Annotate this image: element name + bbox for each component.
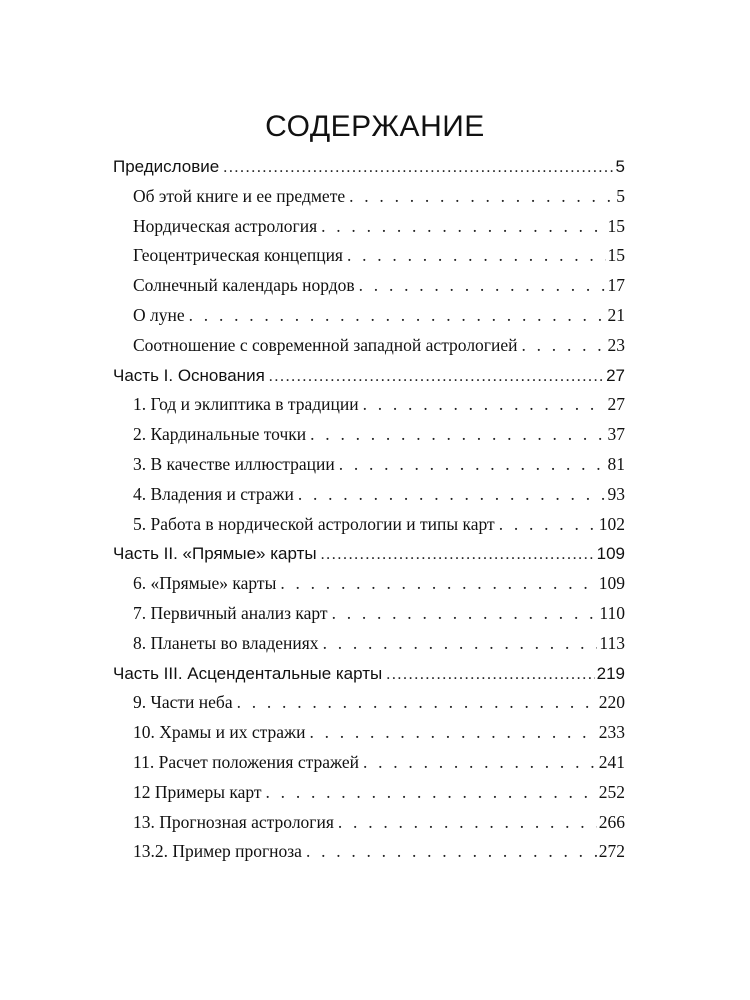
dot-leader — [321, 212, 605, 242]
dot-leader — [266, 778, 597, 808]
toc-entry-title: Нордическая астрология — [133, 215, 318, 236]
toc-entry — [113, 808, 625, 838]
dot-leader — [522, 331, 606, 361]
dot-leader — [332, 599, 598, 629]
toc-entry — [113, 450, 625, 480]
toc-entry-title: Часть III. Асцендентальные карты — [113, 663, 383, 683]
toc-entry-page-number: 27 — [607, 394, 625, 415]
toc-entry-page-number: 241 — [598, 751, 625, 772]
toc-entry-title: 3. В качестве иллюстрации — [133, 453, 335, 474]
toc-entry — [113, 599, 625, 629]
toc-entry — [113, 748, 625, 778]
toc-entry-title: 13. Прогнозная астрология — [133, 811, 334, 832]
toc-entry — [113, 480, 625, 510]
dot-leader — [298, 480, 606, 510]
toc-entry-page-number: 23 — [607, 334, 625, 355]
toc-entry-page-number: 109 — [596, 544, 625, 564]
toc-entry — [113, 837, 625, 867]
dot-leader — [499, 510, 597, 540]
dot-leader — [338, 808, 597, 838]
dot-leader — [359, 271, 606, 301]
dot-leader — [280, 569, 596, 599]
dot-leader — [223, 153, 613, 182]
toc-entry-title: О луне — [133, 304, 185, 325]
dot-leader — [363, 390, 606, 420]
toc-entry-title: Часть I. Основания — [113, 365, 265, 385]
page-title: СОДЕРЖАНИЕ — [265, 110, 485, 143]
toc-entry-title: Соотношение с современной западной астрологией — [133, 334, 518, 355]
dot-leader — [306, 837, 597, 867]
toc-entry — [113, 271, 625, 301]
toc-entry — [113, 241, 625, 271]
toc-entry-page-number: 102 — [598, 513, 625, 534]
toc-entry-page-number: 110 — [599, 602, 625, 623]
toc-entry-page-number: 266 — [598, 811, 625, 832]
toc-entry-page-number: 37 — [607, 424, 625, 445]
dot-leader — [339, 450, 606, 480]
toc-section-entry — [113, 361, 625, 391]
dot-leader — [323, 629, 598, 659]
toc-entry-title: 10. Храмы и их стражи — [133, 722, 306, 743]
toc-entry-page-number: 252 — [598, 781, 625, 802]
toc-entry-page-number: 220 — [598, 692, 625, 713]
toc-entry-page-number: 15 — [607, 245, 625, 266]
toc-section-entry — [113, 659, 625, 689]
toc-entry-page-number: 109 — [598, 573, 625, 594]
toc-entry-title: Часть II. «Прямые» карты — [113, 544, 317, 564]
toc-entry — [113, 510, 625, 540]
toc-entry-page-number: 233 — [598, 722, 625, 743]
toc-entry-title: 8. Планеты во владениях — [133, 632, 319, 653]
toc-entry — [113, 778, 625, 808]
toc-entry — [113, 718, 625, 748]
toc-entry — [113, 301, 625, 331]
toc-entry-title: 5. Работа в нордической астрологии и типы карт — [133, 513, 495, 534]
toc-section-entry — [113, 152, 625, 182]
toc-entry-page-number: 272 — [598, 841, 625, 862]
toc-entry-title: 4. Владения и стражи — [133, 483, 294, 504]
toc-entry-page-number: 21 — [607, 304, 625, 325]
toc-entry-title: 12 Примеры карт — [133, 781, 262, 802]
toc-entry — [113, 212, 625, 242]
dot-leader — [347, 241, 606, 271]
dot-leader — [310, 420, 605, 450]
dot-leader — [309, 718, 596, 748]
toc-entry-page-number: 219 — [596, 663, 625, 683]
toc-entry-title: 9. Части неба — [133, 692, 233, 713]
toc-entry-title: 1. Год и эклиптика в традиции — [133, 394, 359, 415]
toc-entry-page-number: 113 — [599, 632, 625, 653]
dot-leader — [349, 182, 614, 212]
toc-entry-title: 11. Расчет положения стражей — [133, 751, 359, 772]
toc-entry — [113, 390, 625, 420]
toc-entry — [113, 182, 625, 212]
toc-entry-title: Предисловие — [113, 157, 220, 176]
toc-section-entry — [113, 539, 625, 569]
toc-entry-title: 7. Первичный анализ карт — [133, 602, 328, 623]
toc-entry-title: Геоцентрическая концепция — [133, 245, 343, 266]
toc-entry — [113, 688, 625, 718]
dot-leader — [269, 362, 604, 391]
toc-entry-title: 13.2. Пример прогноза — [133, 841, 302, 862]
toc-entry-title: Об этой книге и ее предмете — [133, 185, 346, 206]
dot-leader — [321, 540, 595, 569]
toc-entry-page-number: 5 — [616, 185, 625, 206]
toc-entry-page-number: 5 — [615, 157, 625, 176]
dot-leader — [237, 688, 597, 718]
dot-leader — [189, 301, 606, 331]
toc-entry — [113, 420, 625, 450]
table-of-contents — [113, 152, 625, 867]
toc-entry-page-number: 27 — [606, 365, 625, 385]
toc-entry-title: 2. Кардинальные точки — [133, 424, 307, 445]
toc-entry-page-number: 17 — [607, 275, 625, 296]
toc-entry-page-number: 81 — [607, 453, 625, 474]
toc-entry — [113, 629, 625, 659]
toc-entry-page-number: 93 — [607, 483, 625, 504]
dot-leader — [386, 660, 594, 689]
toc-entry-page-number: 15 — [607, 215, 625, 236]
toc-entry — [113, 331, 625, 361]
toc-entry-title: 6. «Прямые» карты — [133, 573, 277, 594]
dot-leader — [363, 748, 597, 778]
toc-entry — [113, 569, 625, 599]
toc-entry-title: Солнечный календарь нордов — [133, 275, 355, 296]
